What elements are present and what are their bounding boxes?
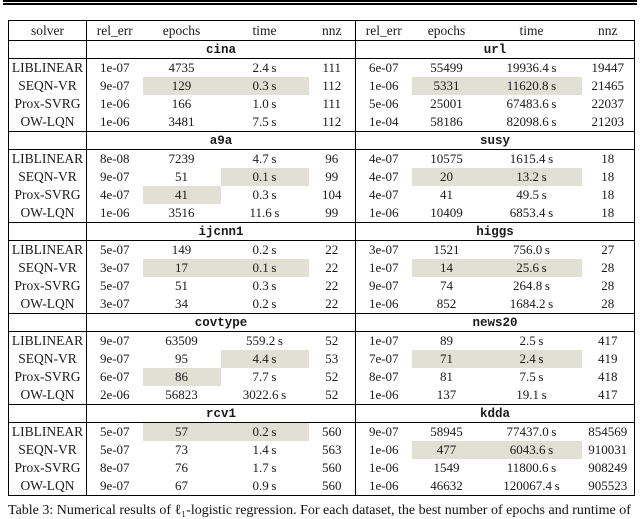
epochs-cell: 7239 <box>168 151 195 166</box>
nnz-cell: 28 <box>601 296 615 311</box>
epochs-cell: 58945 <box>430 424 463 439</box>
epochs-cell: 34 <box>175 296 188 311</box>
rel-err-cell: 1e-04 <box>356 113 412 132</box>
dataset-name-url: url <box>356 41 635 59</box>
header-rel-err-right: rel_err <box>356 21 412 41</box>
solver-label: OW-LQN <box>9 113 87 132</box>
dataset-name-higgs: higgs <box>356 223 635 241</box>
dataset-name-covtype: covtype <box>87 314 356 332</box>
table-row <box>9 368 635 386</box>
time-cell: 0.9 s <box>252 478 277 493</box>
rel-err-cell: 5e-06 <box>356 95 412 113</box>
header-nnz-right: nnz <box>582 21 635 41</box>
time-cell: 11620.8 s <box>482 77 582 95</box>
solver-label: LIBLINEAR <box>9 332 87 351</box>
solver-label: Prox-SVRG <box>9 368 87 386</box>
nnz-cell: 99 <box>325 205 339 220</box>
time-cell: 756.0 s <box>513 242 550 257</box>
empty-solver-cell <box>9 405 87 423</box>
table-row <box>9 77 635 95</box>
rel-err-cell: 3e-07 <box>99 260 130 275</box>
time-cell: 559.2 s <box>246 333 283 348</box>
epochs-cell: 74 <box>440 278 453 293</box>
nnz-cell: 99 <box>325 169 339 184</box>
table-row <box>9 477 635 496</box>
solver-label: SEQN-VR <box>9 259 87 277</box>
epochs-cell: 477 <box>412 441 482 459</box>
time-cell: 13.2 s <box>482 168 582 186</box>
solver-label: OW-LQN <box>9 295 87 314</box>
nnz-cell: 22037 <box>591 96 624 111</box>
nnz-cell: 96 <box>325 151 339 166</box>
nnz-cell: 28 <box>601 260 615 275</box>
dataset-name-ijcnn1: ijcnn1 <box>87 223 356 241</box>
nnz-cell: 18 <box>601 169 615 184</box>
epochs-cell: 73 <box>175 442 188 457</box>
nnz-cell: 854569 <box>588 424 628 439</box>
nnz-cell: 419 <box>598 351 618 366</box>
epochs-cell: 137 <box>436 387 457 402</box>
rel-err-cell: 1e-06 <box>356 295 412 314</box>
rel-err-cell: 1e-06 <box>356 477 412 496</box>
time-cell: 7.5 s <box>252 114 277 129</box>
solver-label: Prox-SVRG <box>9 277 87 295</box>
rel-err-cell: 8e-08 <box>99 151 130 166</box>
time-cell: 77437.0 s <box>506 424 557 439</box>
time-cell: 6853.4 s <box>509 205 554 220</box>
solver-label: LIBLINEAR <box>9 59 87 78</box>
time-cell: 2.4 s <box>482 350 582 368</box>
time-cell: 7.5 s <box>519 369 544 384</box>
epochs-cell: 89 <box>440 333 453 348</box>
dataset-name-cina: cina <box>87 41 356 59</box>
rel-err-cell: 1e-06 <box>99 114 130 129</box>
epochs-cell: 10409 <box>430 205 463 220</box>
nnz-cell: 52 <box>325 387 339 402</box>
time-cell: 0.3 s <box>252 187 277 202</box>
time-cell: 7.7 s <box>252 369 277 384</box>
dataset-header-row <box>9 132 635 150</box>
nnz-cell: 417 <box>598 333 618 348</box>
nnz-cell: 27 <box>601 242 615 257</box>
solver-label: Prox-SVRG <box>9 186 87 204</box>
rel-err-cell: 1e-06 <box>356 459 412 477</box>
table-row <box>9 95 635 113</box>
dataset-name-rcv1: rcv1 <box>87 405 356 423</box>
header-epochs-right: epochs <box>412 21 482 41</box>
epochs-cell: 51 <box>175 278 188 293</box>
time-cell: 49.5 s <box>516 187 547 202</box>
rel-err-cell: 9e-07 <box>99 169 130 184</box>
epochs-cell: 57 <box>143 423 221 442</box>
time-cell: 11.6 s <box>249 205 280 220</box>
rel-err-cell: 9e-07 <box>99 78 130 93</box>
table-row <box>9 150 635 169</box>
solver-label: SEQN-VR <box>9 350 87 368</box>
nnz-cell: 908249 <box>588 460 628 475</box>
rel-err-cell: 4e-07 <box>356 186 412 204</box>
rel-err-cell: 4e-07 <box>356 168 412 186</box>
time-cell: 1.7 s <box>252 460 277 475</box>
results-table <box>8 20 635 496</box>
table-caption: Table 3: Numerical results of ℓ₁-logistic regression. For each dataset, the best number of epochs and runtime of <box>8 503 631 518</box>
rel-err-cell: 5e-07 <box>99 278 130 293</box>
rel-err-cell: 1e-07 <box>356 332 412 351</box>
rel-err-cell: 9e-07 <box>99 333 130 348</box>
nnz-cell: 21203 <box>591 114 624 129</box>
rel-err-cell: 1e-06 <box>356 441 412 459</box>
time-cell: 1615.4 s <box>509 151 554 166</box>
header-rel-err-left: rel_err <box>87 21 143 41</box>
nnz-cell: 22 <box>325 296 339 311</box>
time-cell: 0.3 s <box>252 278 277 293</box>
epochs-cell: 852 <box>436 296 457 311</box>
time-cell: 1684.2 s <box>509 296 554 311</box>
epochs-cell: 5331 <box>412 77 482 95</box>
rel-err-cell: 2e-06 <box>99 387 130 402</box>
epochs-cell: 20 <box>412 168 482 186</box>
time-cell: 0.2 s <box>252 242 277 257</box>
epochs-cell: 81 <box>440 369 453 384</box>
dataset-name-a9a: a9a <box>87 132 356 150</box>
rel-err-cell: 3e-07 <box>356 241 412 260</box>
rel-err-cell: 1e-06 <box>99 96 130 111</box>
rel-err-cell: 7e-07 <box>356 350 412 368</box>
epochs-cell: 58186 <box>430 114 463 129</box>
nnz-cell: 560 <box>322 460 342 475</box>
dataset-header-row <box>9 41 635 59</box>
time-cell: 0.3 s <box>221 77 309 95</box>
rel-err-cell: 8e-07 <box>356 368 412 386</box>
rel-err-cell: 5e-07 <box>99 442 130 457</box>
nnz-cell: 52 <box>325 333 339 348</box>
rel-err-cell: 6e-07 <box>99 369 130 384</box>
epochs-cell: 76 <box>175 460 188 475</box>
nnz-cell: 910031 <box>588 442 628 457</box>
dataset-name-news20: news20 <box>356 314 635 332</box>
epochs-cell: 3516 <box>168 205 195 220</box>
rel-err-cell: 1e-06 <box>99 205 130 220</box>
epochs-cell: 63509 <box>165 333 198 348</box>
empty-solver-cell <box>9 223 87 241</box>
dataset-header-row <box>9 314 635 332</box>
table-row <box>9 459 635 477</box>
nnz-cell: 21465 <box>591 78 624 93</box>
table-row <box>9 441 635 459</box>
time-cell: 4.4 s <box>221 350 309 368</box>
time-cell: 0.2 s <box>252 296 277 311</box>
time-cell: 0.2 s <box>221 423 309 442</box>
epochs-cell: 129 <box>143 77 221 95</box>
table-row <box>9 204 635 223</box>
header-solver: solver <box>9 21 87 41</box>
table-row <box>9 113 635 132</box>
dataset-name-kdda: kdda <box>356 405 635 423</box>
empty-solver-cell <box>9 314 87 332</box>
table-row <box>9 59 635 78</box>
epochs-cell: 14 <box>412 259 482 277</box>
epochs-cell: 56823 <box>165 387 198 402</box>
epochs-cell: 4735 <box>168 60 195 75</box>
rel-err-cell: 4e-07 <box>356 150 412 169</box>
nnz-cell: 18 <box>601 187 615 202</box>
solver-label: LIBLINEAR <box>9 150 87 169</box>
epochs-cell: 41 <box>143 186 221 204</box>
epochs-cell: 71 <box>412 350 482 368</box>
nnz-cell: 19447 <box>591 60 624 75</box>
solver-label: SEQN-VR <box>9 441 87 459</box>
time-cell: 1.4 s <box>252 442 277 457</box>
nnz-cell: 22 <box>325 242 339 257</box>
time-cell: 4.7 s <box>252 151 277 166</box>
time-cell: 11800.6 s <box>506 460 557 475</box>
nnz-cell: 560 <box>322 424 342 439</box>
header-row <box>9 21 635 41</box>
rel-err-cell: 9e-07 <box>356 423 412 442</box>
time-cell: 2.5 s <box>519 333 544 348</box>
epochs-cell: 17 <box>143 259 221 277</box>
epochs-cell: 10575 <box>430 151 463 166</box>
nnz-cell: 28 <box>601 278 615 293</box>
nnz-cell: 417 <box>598 387 618 402</box>
nnz-cell: 905523 <box>588 478 628 493</box>
time-cell: 19.1 s <box>516 387 547 402</box>
epochs-cell: 41 <box>440 187 453 202</box>
dataset-header-row <box>9 223 635 241</box>
header-time-left: time <box>221 21 309 41</box>
epochs-cell: 3481 <box>168 114 195 129</box>
nnz-cell: 52 <box>325 369 339 384</box>
header-time-right: time <box>482 21 582 41</box>
epochs-cell: 46632 <box>430 478 463 493</box>
solver-label: LIBLINEAR <box>9 241 87 260</box>
empty-solver-cell <box>9 41 87 59</box>
nnz-cell: 418 <box>598 369 618 384</box>
time-cell: 120067.4 s <box>503 478 560 493</box>
nnz-cell: 18 <box>601 151 615 166</box>
table-row <box>9 259 635 277</box>
table-body <box>9 41 635 496</box>
nnz-cell: 563 <box>322 442 342 457</box>
rel-err-cell: 1e-07 <box>99 60 130 75</box>
rel-err-cell: 1e-07 <box>356 259 412 277</box>
epochs-cell: 1521 <box>433 242 460 257</box>
time-cell: 19936.4 s <box>506 60 557 75</box>
rel-err-cell: 6e-07 <box>356 59 412 78</box>
epochs-cell: 166 <box>171 96 192 111</box>
table-row <box>9 168 635 186</box>
top-horizontal-rule <box>3 0 637 5</box>
rel-err-cell: 1e-06 <box>356 204 412 223</box>
time-cell: 1.0 s <box>252 96 277 111</box>
time-cell: 0.1 s <box>221 168 309 186</box>
nnz-cell: 22 <box>325 278 339 293</box>
nnz-cell: 112 <box>322 78 342 93</box>
time-cell: 0.1 s <box>221 259 309 277</box>
nnz-cell: 111 <box>322 96 342 111</box>
time-cell: 3022.6 s <box>242 387 287 402</box>
time-cell: 6043.6 s <box>482 441 582 459</box>
epochs-cell: 149 <box>171 242 192 257</box>
nnz-cell: 18 <box>601 205 615 220</box>
epochs-cell: 95 <box>175 351 188 366</box>
rel-err-cell: 1e-06 <box>356 386 412 405</box>
rel-err-cell: 4e-07 <box>99 187 130 202</box>
dataset-header-row <box>9 405 635 423</box>
epochs-cell: 55499 <box>430 60 463 75</box>
solver-label: Prox-SVRG <box>9 459 87 477</box>
epochs-cell: 67 <box>175 478 188 493</box>
solver-label: SEQN-VR <box>9 168 87 186</box>
solver-label: OW-LQN <box>9 204 87 223</box>
solver-label: LIBLINEAR <box>9 423 87 442</box>
rel-err-cell: 3e-07 <box>99 296 130 311</box>
time-cell: 82098.6 s <box>506 114 557 129</box>
table-row <box>9 350 635 368</box>
epochs-cell: 1549 <box>433 460 460 475</box>
epochs-cell: 25001 <box>430 96 463 111</box>
dataset-name-susy: susy <box>356 132 635 150</box>
table-row <box>9 186 635 204</box>
header-epochs-left: epochs <box>143 21 221 41</box>
nnz-cell: 560 <box>322 478 342 493</box>
table-row <box>9 332 635 351</box>
rel-err-cell: 5e-07 <box>99 424 130 439</box>
nnz-cell: 53 <box>325 351 339 366</box>
rel-err-cell: 9e-07 <box>99 478 130 493</box>
table-row <box>9 423 635 442</box>
rel-err-cell: 9e-07 <box>99 351 130 366</box>
epochs-cell: 51 <box>175 169 188 184</box>
time-cell: 264.8 s <box>513 278 550 293</box>
time-cell: 67483.6 s <box>506 96 557 111</box>
solver-label: Prox-SVRG <box>9 95 87 113</box>
nnz-cell: 104 <box>322 187 342 202</box>
solver-label: SEQN-VR <box>9 77 87 95</box>
time-cell: 25.6 s <box>482 259 582 277</box>
rel-err-cell: 9e-07 <box>356 277 412 295</box>
nnz-cell: 22 <box>325 260 339 275</box>
table-row <box>9 295 635 314</box>
nnz-cell: 112 <box>322 114 342 129</box>
time-cell: 2.4 s <box>252 60 277 75</box>
solver-label: OW-LQN <box>9 386 87 405</box>
nnz-cell: 111 <box>322 60 342 75</box>
rel-err-cell: 1e-06 <box>356 77 412 95</box>
solver-label: OW-LQN <box>9 477 87 496</box>
table-row <box>9 277 635 295</box>
table-row <box>9 386 635 405</box>
epochs-cell: 86 <box>143 368 221 386</box>
table-row <box>9 241 635 260</box>
empty-solver-cell <box>9 132 87 150</box>
rel-err-cell: 8e-07 <box>99 460 130 475</box>
header-nnz-left: nnz <box>309 21 356 41</box>
rel-err-cell: 5e-07 <box>99 242 130 257</box>
